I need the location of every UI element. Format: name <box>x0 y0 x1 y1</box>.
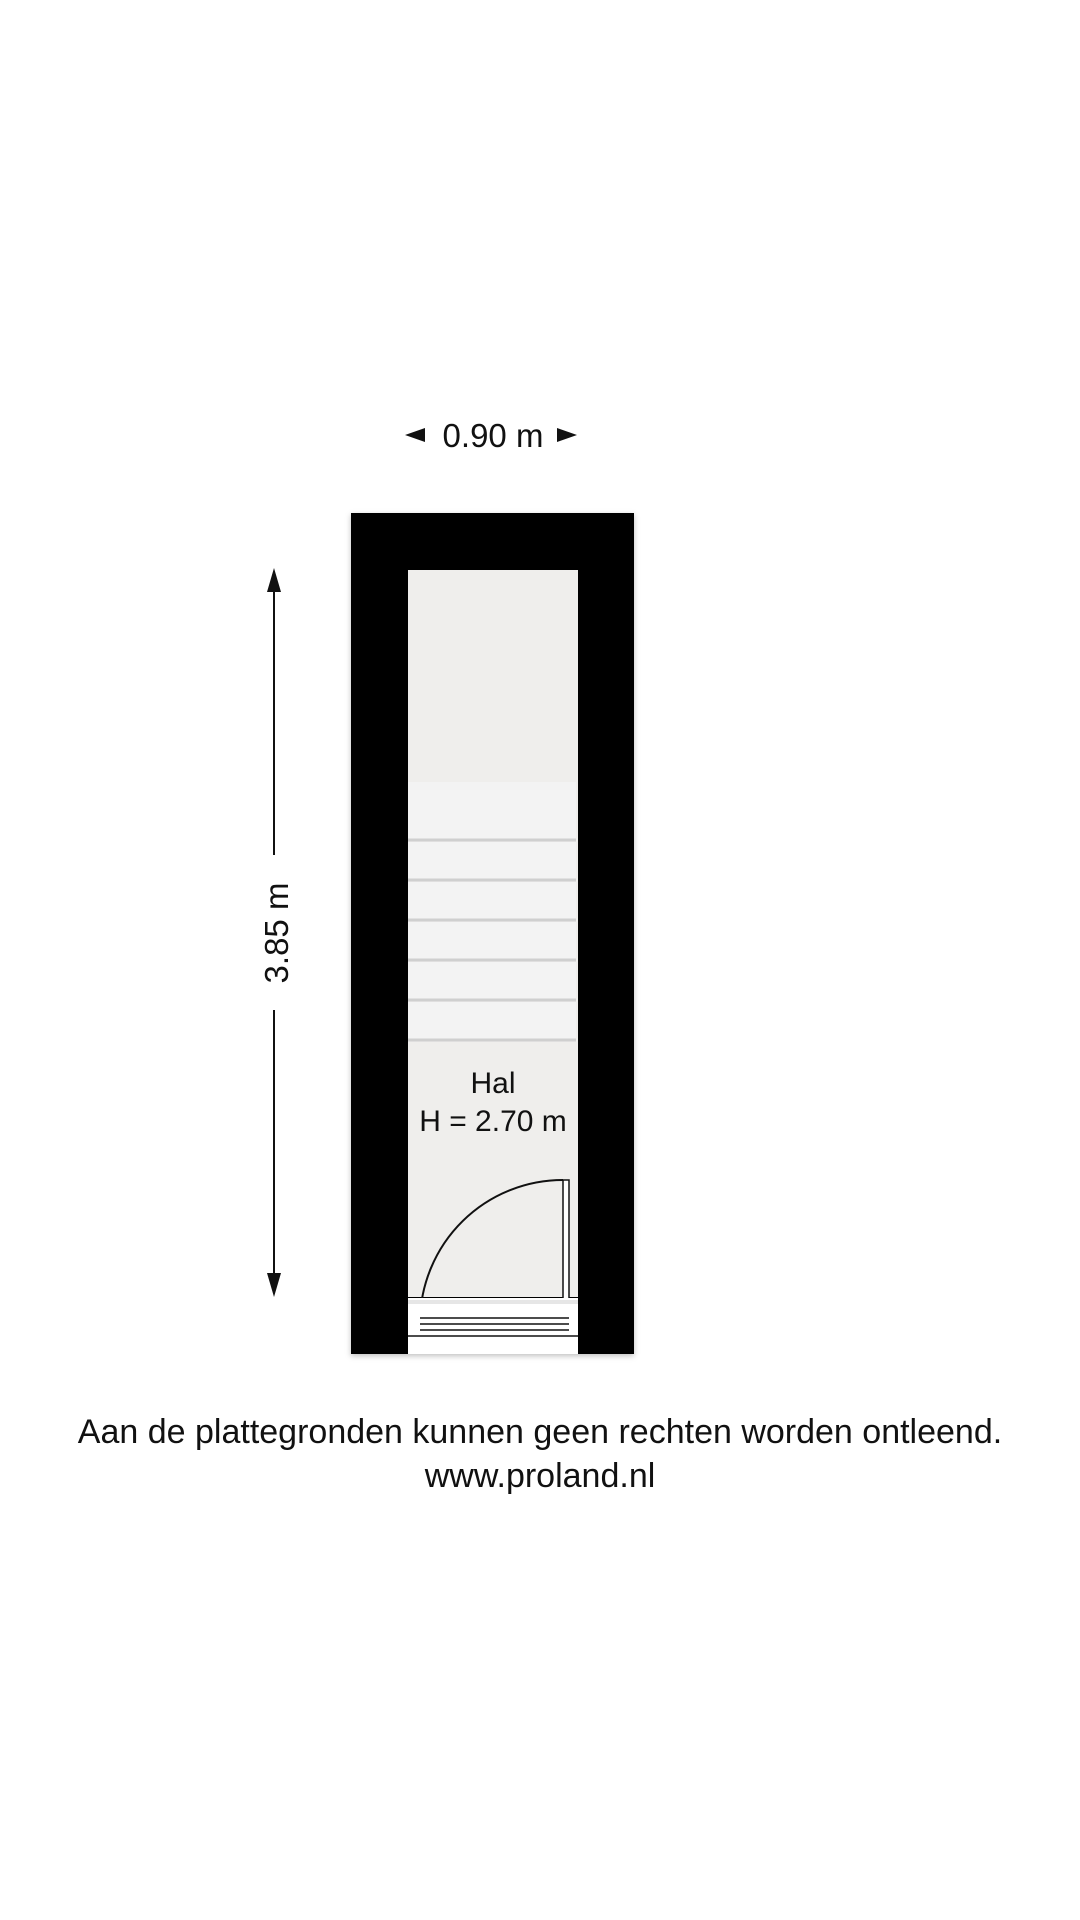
room-name: Hal <box>470 1067 516 1100</box>
disclaimer-text: Aan de plattegronden kunnen geen rechten worden ontleend. <box>77 1413 1003 1451</box>
stair-step <box>408 962 576 1000</box>
stair-step <box>408 1002 576 1040</box>
width-dimension <box>405 417 577 454</box>
arrow-down-icon <box>267 1273 281 1297</box>
staircase <box>408 782 576 1040</box>
stair-step <box>408 842 576 880</box>
length-dimension <box>258 568 295 1297</box>
room-height: H = 2.70 m <box>419 1105 567 1138</box>
arrow-left-icon <box>405 428 425 442</box>
stair-step <box>408 782 576 840</box>
width-label: 0.90 m <box>442 417 544 454</box>
website-link[interactable]: www.proland.nl <box>424 1457 656 1495</box>
length-label: 3.85 m <box>258 882 295 984</box>
stair-step <box>408 922 576 960</box>
arrow-up-icon <box>267 568 281 592</box>
door-threshold <box>408 1298 578 1354</box>
stair-step <box>408 882 576 920</box>
arrow-right-icon <box>557 428 577 442</box>
